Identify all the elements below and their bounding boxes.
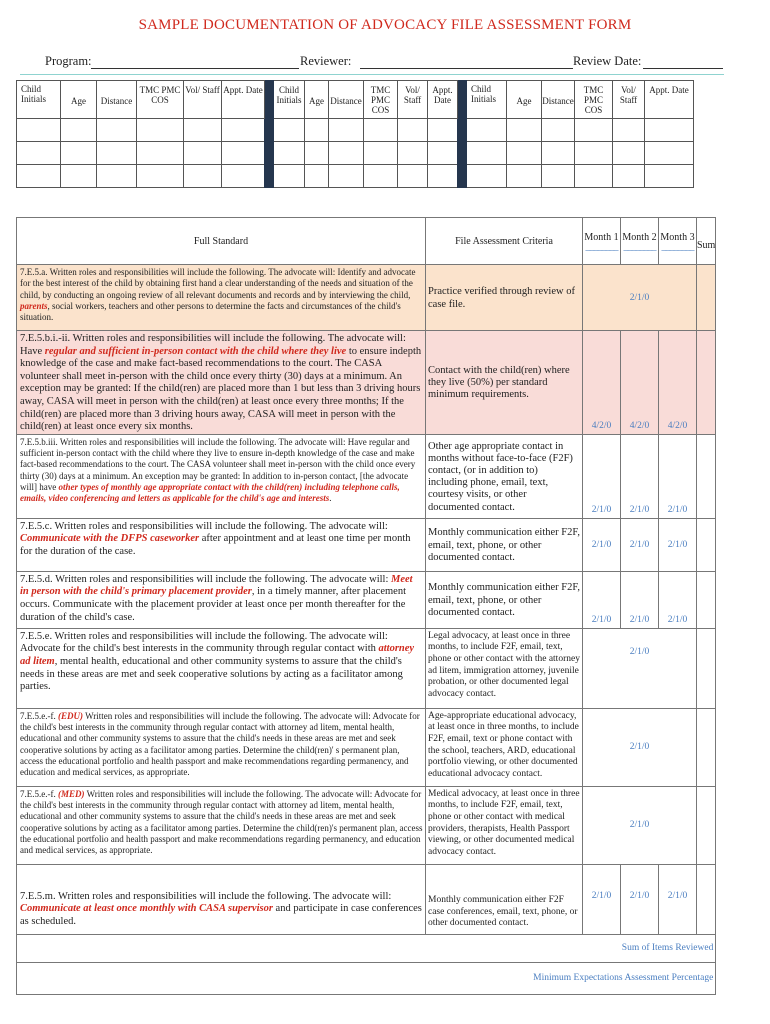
- col-tmc-pmc-cos: TMC PMC COS: [583, 85, 604, 115]
- cell[interactable]: [97, 119, 137, 142]
- text: 7.E.5.a. Written roles and responsibilities will include the following. The advocate will: Identify and advocate for the best interest of the child by obtaining first hand a clear understanding of the needs and situation of the child, by conducting an ongoing review of all relevant documents and records and by interviewing the child,: [20, 267, 416, 300]
- col-age: Age: [71, 96, 86, 106]
- cell[interactable]: [61, 142, 97, 165]
- cell[interactable]: [184, 119, 222, 142]
- criteria-text: Practice verified through review of case file.: [426, 265, 583, 331]
- standard-text: [17, 786, 426, 864]
- header-month-1: [583, 218, 621, 265]
- col-distance: Distance: [542, 96, 574, 106]
- review-date-field[interactable]: [643, 68, 723, 69]
- month-3-score[interactable]: 2/1/0: [659, 518, 697, 571]
- highlight: regular and sufficient in-person contact with the child where they live: [44, 345, 347, 357]
- form-header-fields: [45, 54, 725, 72]
- col-vol-staff: Vol/ Staff: [403, 85, 422, 105]
- cell[interactable]: [542, 119, 575, 142]
- header-sum: Sum: [697, 218, 716, 265]
- col-tmc-pmc-cos: TMC PMC COS: [139, 85, 181, 105]
- case-info-row: [17, 119, 694, 142]
- review-date-label: Review Date:: [573, 54, 642, 68]
- reviewer-field[interactable]: [360, 68, 573, 69]
- header-month-2: [621, 218, 659, 265]
- case-info-header-row: [17, 81, 694, 119]
- case-info-row: [17, 142, 694, 165]
- cell[interactable]: [97, 142, 137, 165]
- standard-text: [17, 864, 426, 934]
- sum-of-items-row: [17, 934, 716, 962]
- text: Written roles and responsibilities will include the following. The advocate will: Advocate for the child's best interests in the community through regular contact with attorney ad litem, mental health, educational and other community systems to assure that the child's needs in these areas are met and seek cooperative solutions by acting as a facilitator among parties. Determine the child(ren)'s permanent plan, access the educational portfolio and health passport and make recommendations regarding permanency, and education and medical services, as appropriate.: [20, 788, 423, 856]
- text: 7.E.5.b.i.-ii. Written roles and responsibilities will include the following. The advocate will: Have: [20, 333, 406, 357]
- col-appt-date: Appt. Date: [223, 85, 263, 95]
- highlight: parents: [20, 300, 48, 311]
- cell[interactable]: [222, 142, 265, 165]
- text: 7.E.5.b.iii. Written roles and responsibilities will include the following. The advocate will: Have regular and sufficient in-person contact with the child where they live to ensure in-depth knowledge of the case and make fact-based recommendations to the court. The CASA volunteer shall meet in-person with the child once every thirty (30) days at a minimum. An exception may be granted: In addition to in-person contact, [the advocate will] have: [20, 436, 416, 492]
- cell[interactable]: [137, 165, 184, 188]
- cell[interactable]: [645, 142, 694, 165]
- case-info-row: [17, 165, 694, 188]
- min-expectations-row: [17, 962, 716, 994]
- text: 7.E.5.e. Written roles and responsibilities will include the following. The advocate will: Advocate for the child's best interests in the community through regular contact with: [20, 630, 388, 655]
- standard-text: [17, 518, 426, 571]
- standard-row: [17, 518, 716, 571]
- cell[interactable]: [274, 165, 305, 188]
- highlight: Communicate with the DFPS caseworker: [20, 533, 200, 545]
- cell[interactable]: [613, 165, 645, 188]
- text: 7.E.5.e.-f.: [20, 788, 58, 799]
- cell[interactable]: [184, 142, 222, 165]
- cell[interactable]: [329, 165, 364, 188]
- text: and participate in case conferences as scheduled.: [20, 903, 422, 927]
- dash: ________: [623, 240, 656, 252]
- cell[interactable]: [575, 119, 613, 142]
- highlight: attorney ad litem: [20, 643, 415, 667]
- standard-text: [17, 434, 426, 518]
- cell[interactable]: [575, 165, 613, 188]
- program-label: Program:: [45, 54, 92, 68]
- standard-row: [17, 265, 716, 331]
- standard-text: [17, 331, 426, 435]
- sum-cell[interactable]: [697, 518, 716, 571]
- standard-text: [17, 708, 426, 786]
- sum-cell[interactable]: [697, 331, 716, 435]
- cell[interactable]: [398, 165, 428, 188]
- cell[interactable]: [364, 165, 398, 188]
- month-2-score[interactable]: 2/1/0: [621, 434, 659, 518]
- cell[interactable]: [398, 119, 428, 142]
- header-criteria: File Assessment Criteria: [426, 218, 583, 265]
- cell[interactable]: [428, 165, 458, 188]
- cell[interactable]: [17, 165, 61, 188]
- month-1-label: Month 1: [584, 231, 619, 243]
- text: 7.E.5.d. Written roles and responsibilities will include the following. The advocate will:: [20, 573, 391, 585]
- col-age: Age: [309, 96, 324, 106]
- standard-row: [17, 628, 716, 708]
- cell[interactable]: [428, 119, 458, 142]
- standard-row: [17, 571, 716, 628]
- cell[interactable]: [467, 119, 507, 142]
- cell[interactable]: [184, 165, 222, 188]
- month-3-score[interactable]: 2/1/0: [659, 571, 697, 628]
- sum-of-items-label: Sum of Items Reviewed: [17, 934, 716, 962]
- cell[interactable]: [364, 119, 398, 142]
- criteria-text: Contact with the child(ren) where they live (50%) per standard minimum requirements.: [426, 331, 583, 435]
- month-1-score[interactable]: 2/1/0: [583, 518, 621, 571]
- standard-row: [17, 434, 716, 518]
- cell[interactable]: [645, 165, 694, 188]
- month-3-score[interactable]: 4/2/0: [659, 331, 697, 435]
- cell[interactable]: [274, 119, 305, 142]
- min-expectations-label: Minimum Expectations Assessment Percentage: [17, 962, 716, 994]
- sum-cell[interactable]: [697, 265, 716, 331]
- assessment-table: [16, 217, 716, 995]
- cell[interactable]: [137, 119, 184, 142]
- col-child-initials: Child Initials: [276, 85, 302, 105]
- cell[interactable]: [613, 142, 645, 165]
- col-vol-staff: Vol/ Staff: [619, 85, 638, 105]
- col-appt-date: Appt. Date: [432, 85, 453, 105]
- cell[interactable]: [428, 142, 458, 165]
- cell[interactable]: [61, 165, 97, 188]
- col-distance: Distance: [330, 96, 362, 106]
- text: to ensure indepth knowledge of the case and make fact-based recommendations to the court. The CASA volunteer shall meet in-person with the child once every thirty (30) days at a minimum. An exception may be granted: If the child(ren) are placed more than 1 but less than 3 driving hours away, CASA will meet in person with the child(ren) at least once every three months; If the child(ren) are placed more than 3 driving hours away, CASA will meet in person with the child(ren) at least once every six months.: [20, 345, 422, 433]
- sum-cell[interactable]: [697, 786, 716, 864]
- header-month-3: [659, 218, 697, 265]
- highlight: other types of monthly age appropriate contact with the child(ren) including telephone calls, emails, video conferencing and letters as applicable for the child's age and interests: [20, 481, 400, 504]
- text: , in a timely manner, after placement occurs. Communicate with the placement provider at least once per month thereafter for the duration of the child's case.: [20, 586, 406, 623]
- group-separator: [458, 81, 467, 188]
- month-3-score[interactable]: 2/1/0: [659, 434, 697, 518]
- month-2-score[interactable]: 4/2/0: [621, 331, 659, 435]
- criteria-text: Monthly communication either F2F, email, text, phone, or other documented contact.: [426, 518, 583, 571]
- cell[interactable]: [17, 142, 61, 165]
- score-value[interactable]: 2/1/0: [583, 265, 697, 331]
- standard-row: [17, 708, 716, 786]
- text: 7.E.5.e.-f.: [20, 710, 58, 721]
- form-title: SAMPLE DOCUMENTATION OF ADVOCACY FILE ASSESSMENT FORM: [138, 17, 632, 33]
- text: , social workers, teachers and other persons to determine the facts and circumstances of the child's situation.: [20, 300, 401, 323]
- month-3-label: Month 3: [660, 231, 695, 243]
- cell[interactable]: [364, 142, 398, 165]
- sum-cell[interactable]: [697, 864, 716, 934]
- cell[interactable]: [97, 165, 137, 188]
- month-1-score[interactable]: 2/1/0: [583, 434, 621, 518]
- col-tmc-pmc-cos: TMC PMC COS: [370, 85, 391, 115]
- cell[interactable]: [305, 119, 329, 142]
- text: 7.E.5.m. Written roles and responsibilities will include the following. The advocate will:: [20, 890, 392, 902]
- sum-cell[interactable]: [697, 628, 716, 708]
- cell[interactable]: [274, 142, 305, 165]
- standard-row: [17, 786, 716, 864]
- cell[interactable]: [507, 165, 542, 188]
- text: , mental health, educational and other community systems to assure that the child's needs in these areas are met and seek cooperative solutions by acting as a facilitator among parties.: [20, 655, 403, 693]
- cell[interactable]: [542, 165, 575, 188]
- criteria-text: Medical advocacy, at least once in three months, to include F2F, email, text, phone or other contact with medical providers, therapists, Health Passport viewing, or other documented medical advocacy contact.: [426, 786, 583, 864]
- standard-text: [17, 571, 426, 628]
- cell[interactable]: [329, 119, 364, 142]
- header-full-standard: Full Standard: [17, 218, 426, 265]
- score-value[interactable]: 2/1/0: [583, 628, 697, 708]
- criteria-text: Age-appropriate educational advocacy, at least once in three months, to include F2F, email, text or phone contact with the school, teachers, ARD, educational portfolio viewing, or other documented educational advocacy contact.: [426, 708, 583, 786]
- criteria-text: Legal advocacy, at least once in three months, to include F2F, email, text, phone or other contact with the attorney ad litem, immigration attorney, juvenile probation, or other documented legal advocacy contact.: [426, 628, 583, 708]
- standard-text: [17, 265, 426, 331]
- col-child-initials: Child Initials: [21, 84, 46, 104]
- highlight: Communicate at least once monthly with CASA supervisor: [20, 903, 273, 915]
- case-info-grid: [16, 80, 694, 188]
- standard-row: [17, 331, 716, 435]
- cell[interactable]: [61, 119, 97, 142]
- highlight: (EDU): [58, 710, 83, 721]
- highlight: Meet in person with the child's primary placement provider: [20, 573, 413, 598]
- cell[interactable]: [305, 165, 329, 188]
- month-1-score[interactable]: 4/2/0: [583, 331, 621, 435]
- cell[interactable]: [507, 142, 542, 165]
- month-2-score[interactable]: 2/1/0: [621, 571, 659, 628]
- cell[interactable]: [222, 119, 265, 142]
- col-age: Age: [516, 96, 532, 106]
- month-1-score[interactable]: 2/1/0: [583, 864, 621, 934]
- sum-cell[interactable]: [697, 708, 716, 786]
- sum-cell[interactable]: [697, 434, 716, 518]
- criteria-text: Other age appropriate contact in months without face-to-face (F2F) contact, (or in addition to) including phone, email, text, courtesy visits, or other documented contact.: [426, 434, 583, 518]
- col-distance: Distance: [100, 96, 133, 106]
- cell[interactable]: [613, 119, 645, 142]
- month-2-label: Month 2: [622, 231, 657, 243]
- cell[interactable]: [575, 142, 613, 165]
- reviewer-label: Reviewer:: [300, 54, 352, 68]
- text: .: [329, 493, 332, 504]
- cell[interactable]: [222, 165, 265, 188]
- standard-row: [17, 864, 716, 934]
- cell[interactable]: [542, 142, 575, 165]
- cell[interactable]: [467, 165, 507, 188]
- dash: ________: [661, 240, 694, 252]
- criteria-text: Monthly communication either F2F case conferences, email, text, phone, or other documented contact.: [426, 864, 583, 934]
- cell[interactable]: [137, 142, 184, 165]
- criteria-text: Monthly communication either F2F, email, text, phone, or other documented contact.: [426, 571, 583, 628]
- highlight: (MED): [58, 788, 85, 799]
- cell[interactable]: [17, 119, 61, 142]
- cell[interactable]: [467, 142, 507, 165]
- text: 7.E.5.c. Written roles and responsibilities will include the following. The advocate will:: [20, 520, 388, 532]
- group-separator: [265, 81, 274, 188]
- cell[interactable]: [645, 119, 694, 142]
- program-field[interactable]: [91, 68, 299, 69]
- month-1-score[interactable]: 2/1/0: [583, 571, 621, 628]
- standard-text: [17, 628, 426, 708]
- sum-cell[interactable]: [697, 571, 716, 628]
- cell[interactable]: [507, 119, 542, 142]
- text: after appointment and at least one time per month for the duration of the case.: [20, 533, 411, 557]
- text: Written roles and responsibilities will include the following. The advocate will: Advocate for the child's best interests in the community through regular contact with attorney ad litem, mental health, educational and other community systems to assure that the child's needs in these areas are met and seek cooperative solutions by acting as a facilitator among parties. Determine the child(ren)' s permanent plan, access the educational portfolio and health passport and make recommendations regarding permanency, and education and medical services, as appropriate.: [20, 710, 420, 778]
- assessment-header-row: [17, 218, 716, 265]
- month-3-score[interactable]: 2/1/0: [659, 864, 697, 934]
- col-child-initials: Child Initials: [471, 84, 496, 104]
- col-appt-date: Appt. Date: [649, 85, 689, 95]
- score-value[interactable]: 2/1/0: [583, 708, 697, 786]
- month-2-score[interactable]: 2/1/0: [621, 518, 659, 571]
- header-divider: [20, 74, 724, 75]
- month-2-score[interactable]: 2/1/0: [621, 864, 659, 934]
- col-vol-staff: Vol/ Staff: [185, 85, 220, 95]
- cell[interactable]: [305, 142, 329, 165]
- dash: ________: [585, 240, 618, 252]
- cell[interactable]: [398, 142, 428, 165]
- score-value[interactable]: 2/1/0: [583, 786, 697, 864]
- cell[interactable]: [329, 142, 364, 165]
